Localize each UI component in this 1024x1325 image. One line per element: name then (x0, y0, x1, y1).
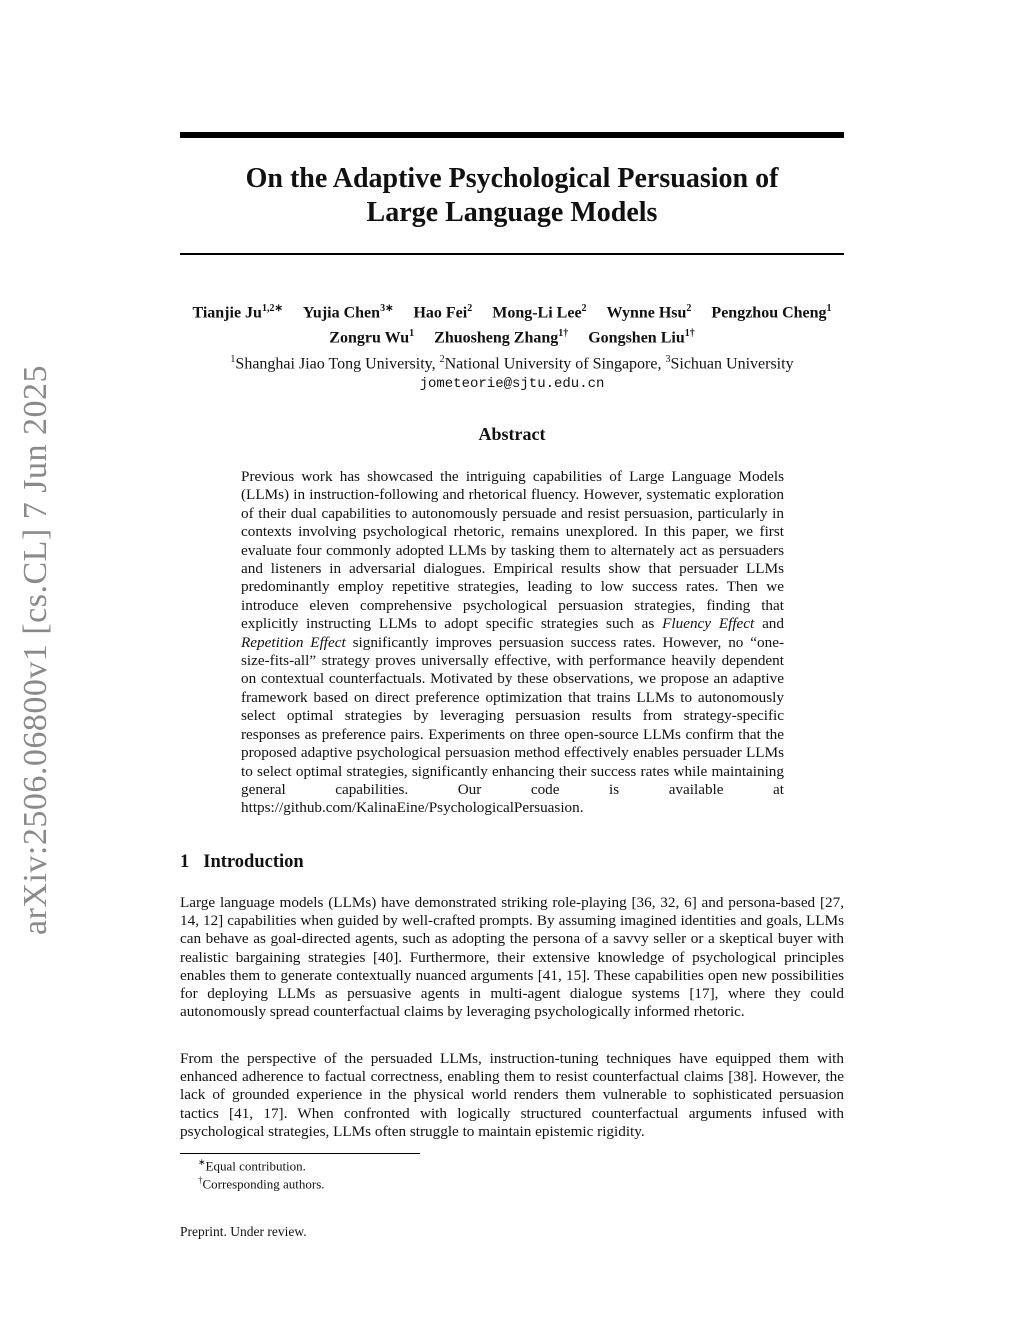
author-block (150, 298, 874, 395)
author: Gongshen Liu$^{1\dagger}$ (588, 328, 695, 347)
author: Zongru Wu$^1$ (329, 328, 415, 347)
title-line-1: On the Adaptive Psychological Persuasion of (245, 163, 779, 194)
author: Hao Fei$^2$ (413, 303, 473, 322)
paper-title (180, 162, 844, 230)
author: Zhuosheng Zhang$^{1\dagger}$ (434, 328, 569, 347)
authors-row-1 (150, 298, 874, 323)
footnote-equal-contribution: ∗Equal contribution. (198, 1157, 306, 1174)
author: Tianjie $Ju^{1,2∗}$ (192, 303, 283, 322)
author: Wynne Hsu$^2$ (606, 303, 692, 322)
section-title: Introduction (203, 852, 304, 872)
author: Pengzhou Cheng$^1$ (711, 303, 832, 322)
title-rule-bottom (180, 253, 844, 255)
affiliations: $^1$Shanghai Jiao Tong University, $^2$National University of Singapore, $^3$Sichuan University (230, 353, 794, 372)
abstract-text: Previous work has showcased the intriguing capabilities of Large Language Models (LLMs) in instruction-following and rhetorical fluency. However, systematic exploration of their dual capabilities to autonomously persuade and resist persuasion, particularly in contexts involving psychological rhetoric, remains unexplored. In this paper, we first evaluate four commonly adopted LLMs by tasking them to alternately act as persuaders and listeners in adversarial dialogues. Empirical results show that persuader LLMs predominantly employ repetitive strategies, leading to low success rates. Then we introduce eleven comprehensive psychological persuasion strategies, finding that explicitly instructing LLMs to adopt specific strategies such as Fluency Effect and Repetition Effect significantly improves persuasion success rates. However, no “one-size-fits-all” strategy proves universally effective, with performance heavily dependent on contextual counterfactuals. Motivated by these observations, we propose an adaptive framework based on direct preference optimization that trains LLMs to autonomously select optimal strategies by leveraging persuasion results from strategy-specific responses as preference pairs. Experiments on three open-source LLMs confirm that the proposed adaptive psychological persuasion method effectively enables persuader LLMs to select optimal strategies, significantly enhancing their success rates while maintaining general capabilities. Our code is available at https://github.com/KalinaEine/PsychologicalPersuasion. (241, 468, 784, 817)
authors-row-2 (150, 323, 874, 348)
footer-preprint: Preprint. Under review. (180, 1224, 307, 1239)
arxiv-id: arXiv:2506.06800v1 [cs.CL] 7 Jun 2025 (17, 364, 55, 936)
intro-paragraph-1: Large language models (LLMs) have demonstrated striking role-playing [36, 32, 6] and persona-based [27, 14, 12] capabilities when guided by well-crafted prompts. By assuming imagined identities and goals, LLMs can behave as goal-directed agents, such as adopting the persona of a savvy seller or a skeptical buyer with realistic bargaining strategies [40]. Furthermore, their extensive knowledge of psychological principles enables them to generate contextually nuanced arguments [41, 15]. These capabilities open new possibilities for deploying LLMs as persuasive agents in multi-agent dialogue systems [17], where they could autonomously spread counterfactual claims by leveraging psychologically informed rhetoric. (180, 894, 844, 1021)
contact-email: jometeorie@sjtu.edu.cn (419, 375, 605, 392)
title-line-2: Large Language Models (366, 197, 658, 228)
title-rule-top (180, 132, 844, 138)
author: Mong-Li Lee$^2$ (492, 303, 587, 322)
intro-paragraph-2: From the perspective of the persuaded LLMs, instruction-tuning techniques have equipped them with enhanced adherence to factual correctness, enabling them to resist counterfactual claims [38]. However, the lack of grounded experience in the physical world renders them vulnerable to sophisticated persuasion tactics [41, 17]. When confronted with logically structured counterfactual arguments infused with psychological strategies, LLMs often struggle to maintain epistemic rigidity. (180, 1050, 844, 1140)
footnote-corresponding: †Corresponding authors. (198, 1175, 325, 1192)
arxiv-watermark (8, 364, 64, 936)
section-heading (180, 852, 304, 873)
footnote-rule (180, 1153, 420, 1154)
abstract-heading: Abstract (478, 424, 546, 444)
author: Yujia Chen$^{3∗}$ (302, 303, 394, 322)
section-number: 1 (180, 852, 190, 872)
